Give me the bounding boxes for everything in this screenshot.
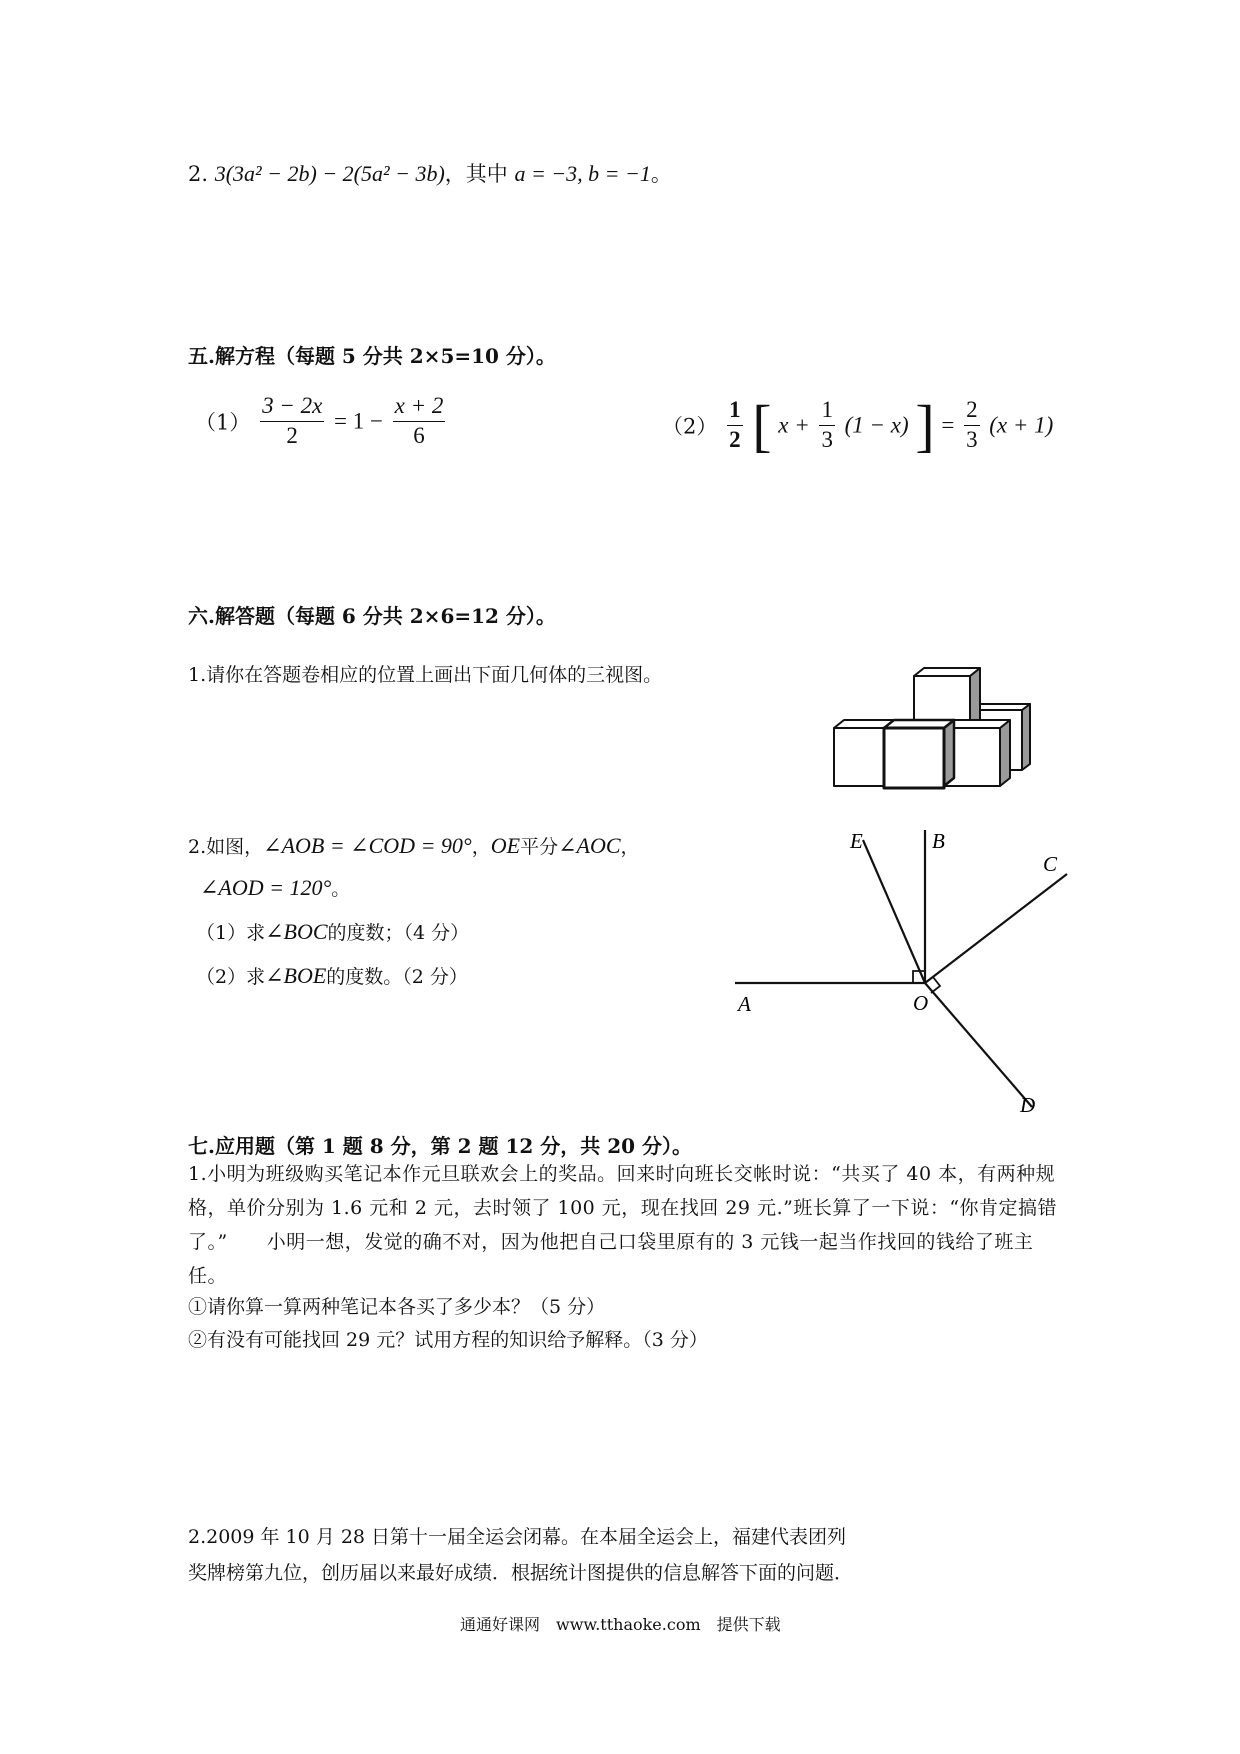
question-lead: 2.如图， <box>188 836 264 858</box>
page-footer: 通通好课网 www.tthaoke.com 提供下载 <box>460 1615 781 1634</box>
bracket-close: ] <box>915 393 935 458</box>
ray-od <box>925 983 1032 1107</box>
fraction-half <box>727 396 743 455</box>
fraction-third <box>819 396 835 455</box>
label-a: A <box>738 992 751 1016</box>
cube-top-top <box>914 668 980 676</box>
fraction-two-thirds <box>964 396 980 455</box>
period: 。 <box>331 878 351 900</box>
question-7-1-sub1: ①请你算一算两种笔记本各买了多少本？（5 分） <box>188 1296 606 1318</box>
angle-aod: ∠AOD = 120° <box>200 875 332 900</box>
sub-lead: （2）求 <box>196 966 266 988</box>
bisects-text: 平分 <box>520 836 559 858</box>
question-number: 2. <box>188 162 209 186</box>
label-d: D <box>1020 1093 1036 1117</box>
label-c: C <box>1043 852 1058 876</box>
sub-tail: 的度数；（4 分） <box>327 922 470 944</box>
angle-boe: ∠BOE <box>265 963 327 988</box>
numerator: 2 <box>964 396 980 426</box>
ray-oc <box>925 874 1067 983</box>
x-plus-one: (x + 1) <box>989 412 1054 438</box>
condition-lead: ，其中 <box>444 162 508 186</box>
question-6-2-sub2 <box>196 962 468 989</box>
cube-figure <box>820 660 1040 810</box>
x-plus: x + <box>778 412 810 438</box>
label-o: O <box>913 991 929 1015</box>
question-6-2-line2 <box>200 874 350 901</box>
numerator: 1 <box>819 396 835 426</box>
denominator: 3 <box>966 427 978 452</box>
section-6-heading: 六.解答题（每题 6 分共 2×6=12 分）。 <box>188 604 556 628</box>
angle-equation: ∠AOB = ∠COD = 90° <box>263 833 472 858</box>
question-4-2 <box>188 158 672 188</box>
numerator: 3 − 2x <box>260 392 324 422</box>
question-7-2-line2: 奖牌榜第九位，创历届以来最好成绩．根据统计图提供的信息解答下面的问题． <box>188 1562 854 1584</box>
label-b: B <box>932 829 945 853</box>
label-e: E <box>850 829 863 853</box>
denominator: 3 <box>821 427 833 452</box>
equation-1 <box>195 392 448 451</box>
question-7-1-sub2: ②有没有可能找回 29 元？试用方程的知识给予解释。（3 分） <box>188 1329 708 1351</box>
angle-aoc: ∠AOC <box>558 833 621 858</box>
sub-lead: （1）求 <box>196 922 266 944</box>
cube-right-side <box>1000 720 1010 786</box>
comma: ， <box>620 836 640 858</box>
condition-values: a = −3, b = −1 <box>514 161 651 186</box>
denominator: 6 <box>413 422 425 448</box>
question-6-1: 1.请你在答题卷相应的位置上画出下面几何体的三视图。 <box>188 664 663 686</box>
numerator: 1 <box>727 396 743 426</box>
fraction-right <box>393 392 446 451</box>
denominator: 2 <box>286 422 298 448</box>
comma: ， <box>471 836 491 858</box>
question-7-1-text: 1.小明为班级购买笔记本作元旦联欢会上的奖品。回来时向班长交帐时说：“共买了 40 本，有两种规格，单价分别为 1.6 元和 2 元，去时领了 100 元，现在找回 29 元.”班长算了一下说：“你肯定搞错了。” 小明一想，发觉的确不对，因为他把自己口袋里原有的 3 元钱一起当作找回的钱给了班主任。 <box>188 1163 1058 1287</box>
equation-label: （2） <box>662 414 718 439</box>
cube-back-right-side <box>1022 704 1030 770</box>
angle-figure <box>730 820 1090 1120</box>
question-6-2-sub1 <box>196 918 469 945</box>
ray-oe: OE <box>490 833 521 858</box>
section-7-heading: 七.应用题（第 1 题 8 分，第 2 题 12 分，共 20 分）。 <box>188 1134 693 1158</box>
period: 。 <box>650 162 672 186</box>
numerator: x + 2 <box>393 392 446 422</box>
angle-boc: ∠BOC <box>265 919 328 944</box>
bracket-open: [ <box>752 393 772 458</box>
equation-label: （1） <box>195 410 251 435</box>
expression: 3(3a² − 2b) − 2(5a² − 3b) <box>214 161 445 186</box>
section-5-heading: 五.解方程（每题 5 分共 2×5=10 分）。 <box>188 344 556 368</box>
denominator: 2 <box>729 427 741 452</box>
cube-middle-front <box>884 728 944 788</box>
ray-oe <box>863 840 925 983</box>
fraction-left <box>260 392 324 451</box>
equation-2 <box>662 392 1053 459</box>
equals-one-minus: = 1 − <box>333 408 383 434</box>
sub-tail: 的度数。（2 分） <box>326 966 468 988</box>
question-6-2-line1 <box>188 832 640 859</box>
question-7-2-line1: 2.2009 年 10 月 28 日第十一届全运会闭幕。在本届全运会上，福建代表团列 <box>188 1526 847 1548</box>
equals-sign: = <box>941 412 955 438</box>
one-minus-x: (1 − x) <box>844 412 909 438</box>
